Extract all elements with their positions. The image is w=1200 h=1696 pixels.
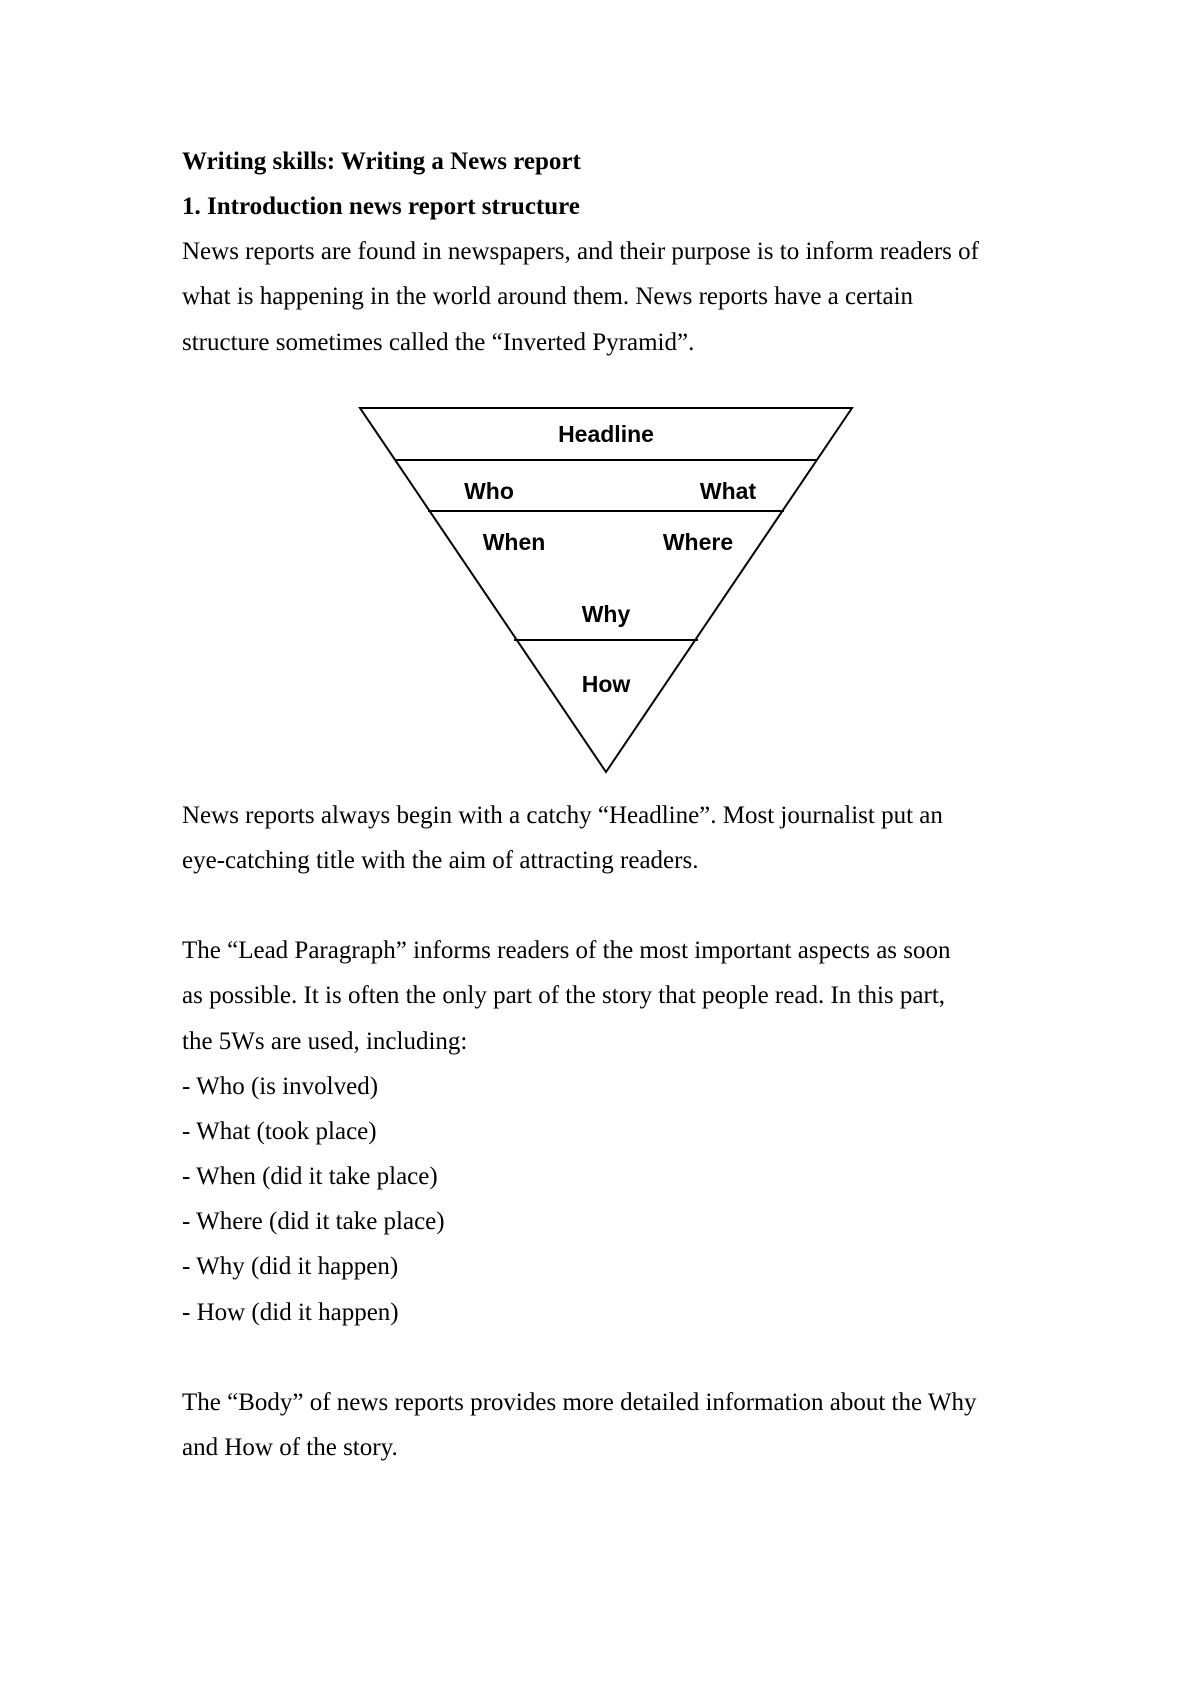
pyramid-label-who: Who (464, 478, 514, 504)
list-item: - Where (did it take place) (182, 1208, 445, 1235)
pyramid-label-when: When (482, 529, 546, 555)
list-item: - How (did it happen) (182, 1299, 399, 1326)
pyramid-label-where: Where (662, 529, 734, 555)
body-paragraph-line: The “Body” of news reports provides more detailed information about the Why (182, 1389, 977, 1416)
pyramid-label-headline: Headline (558, 421, 654, 447)
document-title: Writing skills: Writing a News report (182, 148, 581, 175)
intro-line: News reports are found in newspapers, and their purpose is to inform readers of (182, 238, 979, 265)
list-item: - Who (is involved) (182, 1073, 379, 1100)
headline-paragraph-line: eye-catching title with the aim of attracting readers. (182, 847, 699, 874)
intro-line: what is happening in the world around them. News reports have a certain (182, 283, 914, 310)
lead-paragraph-line: the 5Ws are used, including: (182, 1028, 468, 1055)
list-item: - What (took place) (182, 1118, 377, 1145)
list-item: - When (did it take place) (182, 1163, 438, 1190)
intro-line: structure sometimes called the “Inverted Pyramid”. (182, 329, 695, 356)
pyramid-outline (360, 408, 852, 772)
inverted-pyramid-diagram (356, 400, 856, 780)
lead-paragraph-line: The “Lead Paragraph” informs readers of the most important aspects as soon (182, 937, 951, 964)
body-paragraph-line: and How of the story. (182, 1434, 398, 1461)
pyramid-label-what: What (699, 478, 757, 504)
pyramid-label-how: How (581, 671, 631, 697)
pyramid-label-why: Why (581, 601, 631, 627)
headline-paragraph-line: News reports always begin with a catchy “Headline”. Most journalist put an (182, 802, 943, 829)
section-heading: 1. Introduction news report structure (182, 193, 580, 220)
list-item: - Why (did it happen) (182, 1253, 399, 1280)
lead-paragraph-line: as possible. It is often the only part of the story that people read. In this part, (182, 982, 946, 1009)
